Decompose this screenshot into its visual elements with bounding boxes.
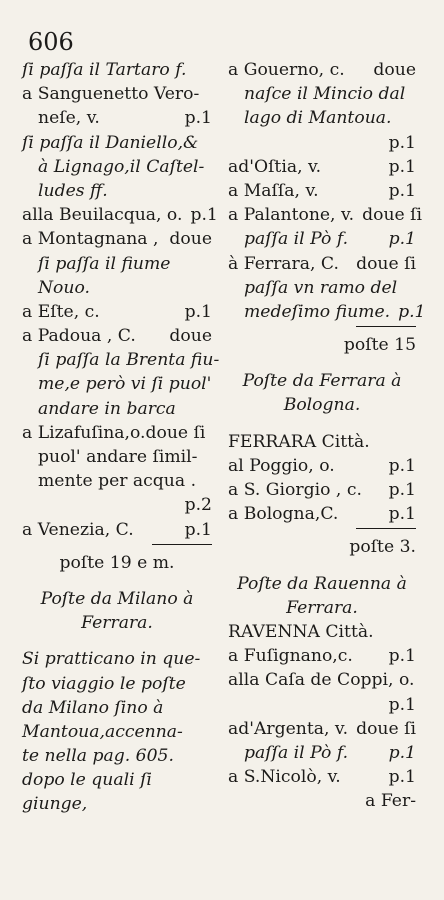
text-line — [228, 58, 416, 82]
text-line — [228, 430, 416, 454]
text-line — [22, 300, 212, 324]
line-text: RAVENNA Città. — [228, 621, 374, 642]
line-text: ad'Argenta, v. — [228, 718, 349, 739]
paragraph-line: da Milano ſino à — [22, 697, 164, 718]
line-value: doue ſi — [356, 718, 416, 739]
right-section-2-title-1: Poſte da Rauenna à — [237, 573, 407, 594]
text-line — [228, 789, 416, 813]
line-value: p.1 — [388, 229, 416, 250]
line-text: naſce il Mincio dal — [244, 84, 406, 105]
text-line — [228, 276, 416, 300]
line-value: p.1 — [184, 301, 212, 322]
line-text: mente per acqua . — [38, 471, 197, 492]
page-number: 606 — [28, 28, 74, 56]
line-text: alla Caſa de Coppi, o. — [228, 670, 415, 691]
text-line — [22, 493, 212, 517]
right-total-2: poſte 3. — [349, 537, 416, 558]
line-text: p.1 — [388, 132, 416, 153]
left-entries — [22, 58, 220, 542]
paragraph-line: giunge, — [22, 794, 88, 815]
text-line — [228, 668, 416, 692]
line-text: a S.Nicolò, v. — [228, 767, 341, 788]
line-text: Nouo. — [38, 277, 90, 298]
line-text: lago di Mantoua. — [244, 108, 392, 129]
right-total-2-rule — [356, 528, 416, 529]
text-line — [228, 502, 416, 526]
text-line — [228, 252, 416, 276]
text-line — [228, 131, 416, 155]
text-line — [228, 741, 416, 765]
line-text: al Poggio, o. — [228, 455, 335, 476]
line-value: p.1 — [388, 156, 416, 177]
text-line — [22, 82, 212, 106]
line-text: neſe, v. — [38, 108, 100, 129]
line-text: a Fer- — [365, 791, 416, 812]
text-line — [228, 300, 426, 324]
line-text: à Lignago,il Caſtel- — [38, 156, 205, 177]
text-line — [228, 478, 416, 502]
line-text: puol' andare ſimil- — [38, 447, 198, 467]
text-line — [228, 106, 416, 130]
line-value: doue ſi — [362, 205, 423, 226]
right-column — [228, 58, 426, 813]
line-text: andare in barca — [38, 398, 176, 419]
text-line — [22, 106, 212, 130]
text-line — [228, 155, 416, 179]
text-line — [22, 276, 212, 300]
right-section-1-title-2: Bologna. — [283, 395, 361, 416]
line-text: alla Beuilacqua, o. — [22, 205, 183, 226]
line-text: a Palantone, v. — [228, 205, 355, 226]
line-value: p.1 — [388, 455, 416, 476]
line-text: medeſimo fiume. — [244, 301, 391, 322]
right-section-1-title-1: Poſte da Ferrara à — [242, 371, 402, 392]
line-text: p.2 — [184, 495, 212, 516]
line-text: a Bologna,C. — [228, 504, 339, 525]
line-text: paſſa il Pò f. — [244, 229, 349, 250]
text-line — [22, 372, 212, 396]
line-text: a Sanguenetto Vero- — [22, 84, 200, 105]
line-text: a Venezia, C. — [22, 519, 134, 540]
line-text: a Padoua , C. — [22, 326, 136, 347]
right-section-2-title-2: Ferrara. — [286, 597, 358, 618]
left-paragraph — [22, 647, 212, 816]
line-value: p.1 — [388, 480, 416, 500]
text-line — [228, 765, 416, 789]
line-value: doue — [373, 60, 416, 80]
line-text: p.1 — [388, 694, 416, 715]
line-text: a Maſſa, v. — [228, 180, 319, 201]
line-text: a Fuſignano,c. — [228, 646, 353, 667]
text-line — [228, 82, 416, 106]
line-value: p.1 — [388, 742, 416, 763]
text-line — [22, 155, 212, 179]
paragraph-line: dopo le quali ſi — [22, 770, 152, 791]
text-line — [228, 644, 416, 668]
right-section-1-entries — [228, 430, 416, 527]
text-line — [228, 693, 416, 717]
text-line — [228, 203, 423, 227]
line-text: paſſa vn ramo del — [244, 277, 398, 298]
line-text: ſi paſſa il Daniello,& — [22, 132, 199, 153]
line-text: paſſa il Pò f. — [244, 742, 349, 763]
line-text: ſi paſſa il Tartaro f. — [22, 60, 187, 80]
text-line — [22, 179, 212, 203]
paragraph-line: te nella pag. 605. — [22, 746, 174, 767]
right-section-2-entries — [228, 620, 416, 814]
line-value: p.1 — [388, 504, 416, 525]
text-line — [22, 131, 212, 155]
line-text: a Lizafuſina,o.doue ſi — [22, 422, 206, 443]
text-line — [228, 717, 416, 741]
right-entries — [228, 58, 426, 324]
left-column — [22, 58, 220, 817]
text-line — [228, 454, 416, 478]
line-text: a S. Giorgio , c. — [228, 480, 362, 500]
right-total-1: poſte 15 — [343, 335, 416, 356]
line-text: ſi paſſa il fiume — [38, 253, 171, 274]
text-line — [228, 227, 416, 251]
paragraph-line: Si pratticano in que- — [22, 649, 201, 670]
left-total-rule — [152, 544, 212, 545]
line-value: p.1 — [388, 767, 416, 788]
line-text: ad'Oſtia, v. — [228, 156, 322, 177]
line-value: p.1 — [184, 108, 212, 129]
left-section-title-2: Ferrara. — [81, 613, 153, 634]
line-text: ludes ff. — [38, 180, 108, 201]
left-total: poſte 19 e m. — [59, 552, 175, 573]
line-value: p.1 — [388, 646, 416, 667]
text-line — [22, 252, 212, 276]
text-line — [22, 58, 212, 82]
line-text: à Ferrara, C. — [228, 253, 339, 274]
line-value: p.1 — [184, 519, 212, 540]
text-line — [228, 620, 416, 644]
line-text: a Montagnana , — [22, 229, 159, 250]
text-line — [22, 324, 212, 348]
text-line — [22, 518, 212, 542]
line-value: doue ſi — [356, 253, 416, 274]
line-text: me,e però vi ſi puol' — [38, 374, 212, 395]
text-line — [22, 469, 212, 493]
right-total-1-rule — [356, 326, 416, 327]
text-line — [22, 421, 212, 445]
line-text: a Eſte, c. — [22, 301, 100, 322]
line-value: p.1 — [190, 205, 218, 226]
text-line — [22, 227, 212, 251]
line-value: doue — [169, 326, 212, 347]
line-value: p.1 — [388, 180, 416, 201]
line-value: p.1 — [398, 301, 426, 322]
paragraph-line: Mantoua,accenna- — [22, 721, 183, 742]
text-line — [22, 203, 218, 227]
text-line — [228, 179, 416, 203]
left-section-title-1: Poſte da Milano à — [40, 588, 194, 609]
line-text: a Gouerno, c. — [228, 60, 345, 80]
line-text: FERRARA Città. — [228, 431, 370, 452]
text-line — [22, 348, 220, 372]
paragraph-line: ſto viaggio le poſte — [22, 673, 186, 694]
text-line — [22, 397, 212, 421]
line-value: doue — [169, 229, 212, 250]
text-line — [22, 445, 212, 469]
line-text: ſi paſſa la Brenta fiu- — [38, 350, 220, 371]
